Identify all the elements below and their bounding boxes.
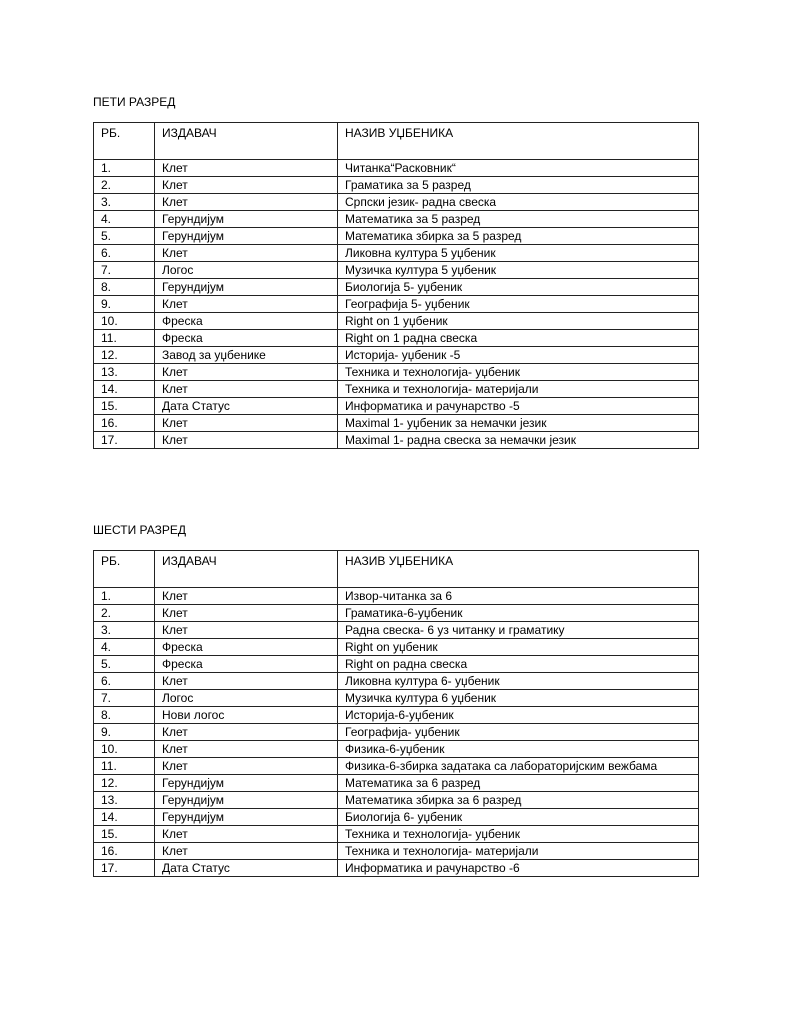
row-number: 9. — [94, 296, 155, 313]
row-number: 12. — [94, 347, 155, 364]
publisher-cell: Герундијум — [155, 228, 338, 245]
row-number: 8. — [94, 279, 155, 296]
textbook-name-cell: Right on 1 уџбеник — [338, 313, 699, 330]
publisher-cell: Фреска — [155, 330, 338, 347]
textbook-name-cell: Maximal 1- радна свеска за немачки језик — [338, 432, 699, 449]
textbook-name-cell: Right on уџбеник — [338, 639, 699, 656]
row-number: 11. — [94, 330, 155, 347]
publisher-cell: Фреска — [155, 639, 338, 656]
table-row — [94, 707, 699, 724]
publisher-cell: Клет — [155, 673, 338, 690]
row-number: 2. — [94, 605, 155, 622]
table-row — [94, 313, 699, 330]
table-header-row — [94, 123, 699, 160]
publisher-cell: Герундијум — [155, 211, 338, 228]
row-number: 7. — [94, 262, 155, 279]
textbook-name-cell: Техника и технологија- материјали — [338, 843, 699, 860]
publisher-cell: Клет — [155, 622, 338, 639]
textbook-table-sixth-grade — [93, 550, 699, 877]
table-row — [94, 826, 699, 843]
publisher-cell: Клет — [155, 177, 338, 194]
textbook-name-cell: Радна свеска- 6 уз читанку и граматику — [338, 622, 699, 639]
row-number: 1. — [94, 160, 155, 177]
table-row — [94, 758, 699, 775]
textbook-name-cell: Математика збирка за 5 разред — [338, 228, 699, 245]
publisher-cell: Фреска — [155, 313, 338, 330]
header-publisher: ИЗДАВАЧ — [155, 123, 338, 160]
textbook-name-cell: Информатика и рачунарство -6 — [338, 860, 699, 877]
row-number: 5. — [94, 656, 155, 673]
table-row — [94, 809, 699, 826]
textbook-name-cell: Maximal 1- уџбеник за немачки језик — [338, 415, 699, 432]
textbook-name-cell: Right on 1 радна свеска — [338, 330, 699, 347]
textbook-name-cell: Техника и технологија- уџбеник — [338, 826, 699, 843]
publisher-cell: Логос — [155, 262, 338, 279]
table-row — [94, 775, 699, 792]
textbook-name-cell: Right on радна свеска — [338, 656, 699, 673]
textbook-name-cell: Техника и технологија- материјали — [338, 381, 699, 398]
table-row — [94, 656, 699, 673]
section-title-fifth-grade: ПЕТИ РАЗРЕД — [93, 95, 176, 109]
table-row — [94, 690, 699, 707]
publisher-cell: Клет — [155, 843, 338, 860]
header-textbook-name: НАЗИВ УЏБЕНИКА — [338, 551, 699, 588]
table-row — [94, 211, 699, 228]
table-row — [94, 415, 699, 432]
row-number: 16. — [94, 415, 155, 432]
table-row — [94, 724, 699, 741]
row-number: 14. — [94, 381, 155, 398]
textbook-name-cell: Ликовна култура 6- уџбеник — [338, 673, 699, 690]
table-header-row — [94, 551, 699, 588]
textbook-name-cell: Физика-6-уџбеник — [338, 741, 699, 758]
table-row — [94, 364, 699, 381]
publisher-cell: Дата Статус — [155, 860, 338, 877]
table-row — [94, 228, 699, 245]
textbook-name-cell: Математика збирка за 6 разред — [338, 792, 699, 809]
publisher-cell: Клет — [155, 588, 338, 605]
table-row — [94, 330, 699, 347]
table-row — [94, 432, 699, 449]
row-number: 3. — [94, 194, 155, 211]
textbook-name-cell: Физика-6-збирка задатака са лабораторијским вежбама — [338, 758, 699, 775]
textbook-name-cell: Музичка култура 5 уџбеник — [338, 262, 699, 279]
publisher-cell: Клет — [155, 724, 338, 741]
publisher-cell: Клет — [155, 432, 338, 449]
row-number: 10. — [94, 741, 155, 758]
row-number: 4. — [94, 211, 155, 228]
textbook-name-cell: Читанка“Расковник“ — [338, 160, 699, 177]
publisher-cell: Клет — [155, 758, 338, 775]
publisher-cell: Клет — [155, 381, 338, 398]
table-row — [94, 741, 699, 758]
publisher-cell: Клет — [155, 741, 338, 758]
row-number: 8. — [94, 707, 155, 724]
publisher-cell: Клет — [155, 364, 338, 381]
row-number: 10. — [94, 313, 155, 330]
row-number: 1. — [94, 588, 155, 605]
publisher-cell: Логос — [155, 690, 338, 707]
publisher-cell: Герундијум — [155, 809, 338, 826]
section-title-sixth-grade: ШЕСТИ РАЗРЕД — [93, 523, 187, 537]
textbook-table-fifth-grade — [93, 122, 699, 449]
table-row — [94, 639, 699, 656]
row-number: 6. — [94, 673, 155, 690]
publisher-cell: Клет — [155, 160, 338, 177]
table-row — [94, 860, 699, 877]
textbook-name-cell: Математика за 6 разред — [338, 775, 699, 792]
table-row — [94, 262, 699, 279]
row-number: 2. — [94, 177, 155, 194]
table-row — [94, 673, 699, 690]
textbook-name-cell: Историја- уџбеник -5 — [338, 347, 699, 364]
table-row — [94, 245, 699, 262]
row-number: 15. — [94, 826, 155, 843]
row-number: 5. — [94, 228, 155, 245]
table-row — [94, 398, 699, 415]
header-textbook-name: НАЗИВ УЏБЕНИКА — [338, 123, 699, 160]
textbook-name-cell: Биологија 6- уџбеник — [338, 809, 699, 826]
row-number: 16. — [94, 843, 155, 860]
row-number: 4. — [94, 639, 155, 656]
textbook-name-cell: Техника и технологија- уџбеник — [338, 364, 699, 381]
textbook-name-cell: Извор-читанка за 6 — [338, 588, 699, 605]
table-row — [94, 194, 699, 211]
publisher-cell: Клет — [155, 605, 338, 622]
publisher-cell: Фреска — [155, 656, 338, 673]
table-row — [94, 843, 699, 860]
row-number: 7. — [94, 690, 155, 707]
publisher-cell: Герундијум — [155, 279, 338, 296]
table-row — [94, 622, 699, 639]
publisher-cell: Дата Статус — [155, 398, 338, 415]
textbook-name-cell: Граматика-6-уџбеник — [338, 605, 699, 622]
row-number: 3. — [94, 622, 155, 639]
publisher-cell: Герундијум — [155, 775, 338, 792]
textbook-name-cell: Информатика и рачунарство -5 — [338, 398, 699, 415]
table-row — [94, 792, 699, 809]
publisher-cell: Клет — [155, 296, 338, 313]
row-number: 6. — [94, 245, 155, 262]
textbook-name-cell: Географија 5- уџбеник — [338, 296, 699, 313]
publisher-cell: Нови логос — [155, 707, 338, 724]
publisher-cell: Клет — [155, 826, 338, 843]
publisher-cell: Завод за уџбенике — [155, 347, 338, 364]
row-number: 11. — [94, 758, 155, 775]
table-row — [94, 347, 699, 364]
textbook-name-cell: Српски језик- радна свеска — [338, 194, 699, 211]
table-row — [94, 279, 699, 296]
textbook-name-cell: Математика за 5 разред — [338, 211, 699, 228]
row-number: 15. — [94, 398, 155, 415]
textbook-name-cell: Историја-6-уџбеник — [338, 707, 699, 724]
row-number: 17. — [94, 860, 155, 877]
table-row — [94, 588, 699, 605]
row-number: 12. — [94, 775, 155, 792]
table-row — [94, 296, 699, 313]
textbook-name-cell: Биологија 5- уџбеник — [338, 279, 699, 296]
table-row — [94, 177, 699, 194]
row-number: 9. — [94, 724, 155, 741]
header-number: РБ. — [94, 123, 155, 160]
textbook-name-cell: Музичка култура 6 уџбеник — [338, 690, 699, 707]
textbook-name-cell: Ликовна култура 5 уџбеник — [338, 245, 699, 262]
table-row — [94, 160, 699, 177]
table-row — [94, 381, 699, 398]
textbook-name-cell: Граматика за 5 разред — [338, 177, 699, 194]
publisher-cell: Клет — [155, 415, 338, 432]
textbook-name-cell: Географија- уџбеник — [338, 724, 699, 741]
header-number: РБ. — [94, 551, 155, 588]
row-number: 17. — [94, 432, 155, 449]
table-row — [94, 605, 699, 622]
row-number: 13. — [94, 792, 155, 809]
publisher-cell: Герундијум — [155, 792, 338, 809]
publisher-cell: Клет — [155, 245, 338, 262]
row-number: 13. — [94, 364, 155, 381]
header-publisher: ИЗДАВАЧ — [155, 551, 338, 588]
publisher-cell: Клет — [155, 194, 338, 211]
row-number: 14. — [94, 809, 155, 826]
